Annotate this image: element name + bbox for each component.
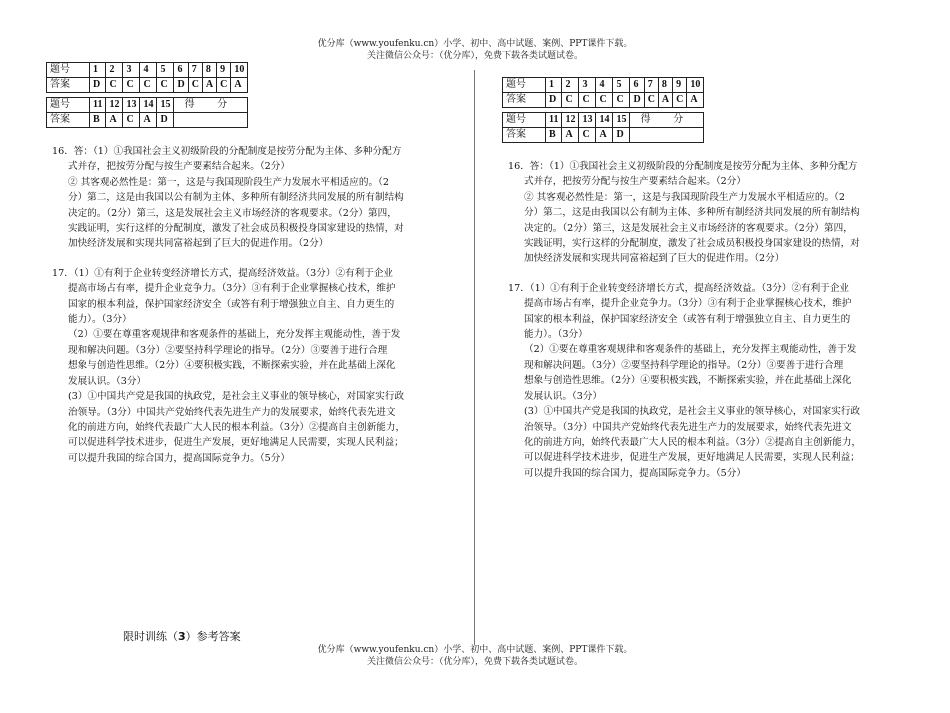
row-label: 题号 [503,78,546,93]
answer-line: 实践证明，实行这样的分配制度，激发了社会成员积极投身国家建设的热情，对 [68,223,404,235]
table-cell: 12 [562,113,579,128]
caption-suffix: ）参考答案 [185,630,241,643]
table-cell: 2 [106,63,123,78]
table-cell: 14 [140,98,157,113]
answer-line: 16．答：（1）①我国社会主义初级阶段的分配制度是按劳分配为主体、多种分配方 [508,161,858,172]
table-cell: 10 [231,63,248,78]
header-line-1: 优分库（www.youfenku.cn）小学、初中、高中试题、案例、PPT课件下载。 [317,39,633,49]
answer-line: 国家的根本利益，保护国家经济安全（或答有利于增强独立自主、自力更生的 [68,298,395,310]
table-row [47,98,248,113]
table-cell: C [562,93,579,108]
answer-line: (3）①中国共产党是我国的执政党，是社会主义事业的领导核心，对国家实行政 [524,406,861,418]
answer-line: （2）①要在尊重客观规律和客观条件的基础上，充分发挥主观能动性，善于发 [524,344,857,356]
table-cell: A [596,128,613,143]
answer-line: 可以提升我国的综合国力，提高国际竞争力。（5分） [524,467,746,479]
score-label: 得 分 [630,113,704,128]
answer-line: 现和解决问题。（3分）②要坚持科学理论的指导。（2分）③要善于进行合理 [68,344,388,356]
answer-line: 能力）。（3分） [524,329,588,341]
table-cell: 5 [157,63,174,78]
answer-line: 能力）。（3分） [68,314,132,326]
table-cell: C [579,93,596,108]
table-cell: 2 [562,78,579,93]
table-cell: 10 [687,78,704,93]
footer-line-1: 优分库（www.youfenku.cn）小学、初中、高中试题、案例、PPT课件下载。 [317,645,633,655]
table-cell: C [644,93,658,108]
table-cell: 5 [613,78,630,93]
table-cell: A [231,78,248,93]
row-label: 答案 [47,78,90,93]
table-row [47,113,248,128]
table-cell: D [157,113,174,128]
table-row [503,128,704,143]
answer-17 [502,281,914,481]
table-cell: 14 [596,113,613,128]
table-cell: B [546,128,562,143]
answer-16 [502,159,914,267]
answer-line: 决定的。（2分）第三，这是发展社会主义市场经济的客观要求。（2分）第四， [524,222,853,234]
answer-line: 加快经济发展和实现共同富裕起到了巨大的促进作用。（2分） [524,253,785,265]
table-cell: D [90,78,106,93]
table-row [503,93,704,108]
answer-line: 发展认识。（3分） [68,375,147,387]
right-column [502,77,914,481]
answer-line: 发展认识。（3分） [524,390,603,402]
row-label: 题号 [503,113,546,128]
table-cell: 15 [157,98,174,113]
answer-line: 17．（1）①有利于企业转变经济增长方式，提高经济效益。（3分）②有利于企业 [52,267,394,279]
table-cell: 3 [579,78,596,93]
table-cell: 13 [123,98,140,113]
answer-table [46,62,248,128]
answer-line: 治领导。（3分）中国共产党始终代表先进生产力的发展要求，始终代表先进文 [524,421,852,433]
answer-line: 加快经济发展和实现共同富裕起到了巨大的促进作用。（2分） [68,238,329,250]
table-cell: D [630,93,644,108]
table-cell: C [140,78,157,93]
answer-line: (3）①中国共产党是我国的执政党，是社会主义事业的领导核心，对国家实行政 [68,391,405,403]
answer-line: （2）①要在尊重客观规律和客观条件的基础上，充分发挥主观能动性，善于发 [68,329,401,341]
table-cell: D [546,93,562,108]
score-label: 得 分 [174,98,248,113]
table-cell: 3 [123,63,140,78]
column-divider [474,70,475,645]
row-label: 答案 [47,113,90,128]
table-cell: A [140,113,157,128]
table-cell: 13 [579,113,596,128]
table-cell: C [106,78,123,93]
table-cell: A [658,93,672,108]
table-cell: 9 [217,63,231,78]
table-row [47,63,248,78]
table-cell: 4 [140,63,157,78]
answer-line: ② 其客观必然性是：第一，这是与我国现阶段生产力发展水平相适应的。（2 [524,191,845,203]
table-cell: B [90,113,106,128]
table-cell: 15 [613,113,630,128]
table-cell: C [157,78,174,93]
table-cell: C [579,128,596,143]
footer-line-2: 关注微信公众号：（优分库），免费下载各类试题试卷。 [366,657,583,667]
table-cell: C [613,93,630,108]
answer-line: 提高市场占有率，提升企业竞争力。（3分）③有利于企业掌握核心技术，维护 [68,283,396,295]
table-cell: 1 [90,63,106,78]
table-cell: 6 [630,78,644,93]
answer-line: 想象与创造性思维。（2分）④要积极实践，不断探索实验，并在此基础上深化 [68,360,396,372]
table-cell: A [562,128,579,143]
table-cell: 6 [174,63,188,78]
answer-line: 式并存，把按劳分配与按生产要素结合起来。（2分） [524,176,746,188]
page-caption [123,628,241,644]
caption-number: 3 [178,630,186,643]
table-cell: D [613,128,630,143]
table-cell: A [687,93,704,108]
page-header [0,38,950,62]
table-cell: C [123,113,140,128]
table-row [503,113,704,128]
table-cell: C [188,78,202,93]
answer-16 [46,144,466,252]
answer-table [502,77,704,143]
table-cell: 11 [546,113,562,128]
table-cell: 7 [188,63,202,78]
table-cell: 8 [202,63,216,78]
table-row [47,78,248,93]
answer-line: 提高市场占有率，提升企业竞争力。（3分）③有利于企业掌握核心技术，维护 [524,298,852,310]
table-cell: 7 [644,78,658,93]
left-column [46,62,466,466]
table-cell: 9 [673,78,687,93]
table-cell: C [596,93,613,108]
table-cell: C [217,78,231,93]
answer-line: 决定的。（2分）第三，这是发展社会主义市场经济的客观要求。（2分）第四， [68,207,397,219]
table-cell: A [106,113,123,128]
table-cell: 12 [106,98,123,113]
answer-line: 实践证明，实行这样的分配制度，激发了社会成员积极投身国家建设的热情，对 [524,238,860,250]
header-line-2: 关注微信公众号：（优分库），免费下载各类试题试卷。 [366,51,583,61]
answer-line: 治领导。（3分）中国共产党始终代表先进生产力的发展要求，始终代表先进文 [68,406,396,418]
answer-line: 想象与创造性思维。（2分）④要积极实践，不断探索实验，并在此基础上深化 [524,375,852,387]
answer-17 [46,266,466,466]
answer-line: 分）第二，这是由我国以公有制为主体、多种所有制经济共同发展的所有制结构 [524,207,860,219]
score-cell [174,113,248,128]
answer-line: 化的前进方向，始终代表最广大人民的根本利益。（3分）②提高自主创新能力， [524,436,862,448]
table-cell: D [174,78,188,93]
answer-line: 现和解决问题。（3分）②要坚持科学理论的指导。（2分）③要善于进行合理 [524,359,844,371]
table-cell: C [673,93,687,108]
answer-line: 可以提升我国的综合国力，提高国际竞争力。（5分） [68,452,290,464]
answer-line: 式并存，把按劳分配与按生产要素结合起来。（2分） [68,161,290,173]
answer-line: 16．答：（1）①我国社会主义初级阶段的分配制度是按劳分配为主体、多种分配方 [52,146,402,157]
table-cell: 8 [658,78,672,93]
answer-line: 化的前进方向，始终代表最广大人民的根本利益。（3分）②提高自主创新能力， [68,421,406,433]
row-label: 答案 [503,128,546,143]
row-label: 题号 [47,63,90,78]
table-cell: A [202,78,216,93]
score-cell [630,128,704,143]
answer-line: 分）第二，这是由我国以公有制为主体、多种所有制经济共同发展的所有制结构 [68,192,404,204]
answer-line: ② 其客观必然性是：第一，这是与我国现阶段生产力发展水平相适应的。（2 [68,176,389,188]
table-cell: 4 [596,78,613,93]
row-label: 题号 [47,98,90,113]
row-label: 答案 [503,93,546,108]
caption-prefix: 限时训练（ [123,630,178,643]
answer-line: 17．（1）①有利于企业转变经济增长方式，提高经济效益。（3分）②有利于企业 [508,282,850,294]
table-cell: 11 [90,98,106,113]
answer-line: 可以促进科学技术进步，促进生产发展，更好地满足人民需要，实现人民利益； [524,452,860,464]
page-footer [0,644,950,668]
answer-line: 国家的根本利益，保护国家经济安全（或答有利于增强独立自主、自力更生的 [524,313,851,325]
table-row [503,78,704,93]
table-cell: C [123,78,140,93]
answer-line: 可以促进科学技术进步，促进生产发展，更好地满足人民需要，实现人民利益； [68,437,404,449]
table-cell: 1 [546,78,562,93]
